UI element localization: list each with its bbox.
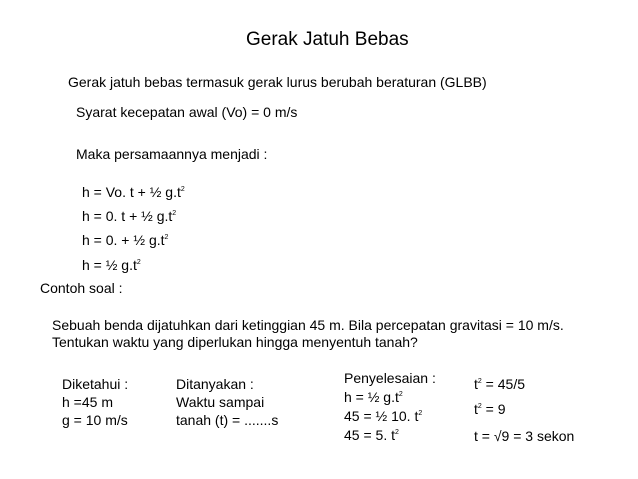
solution-step-2: 45 = ½ 10. $t^2$ [344, 408, 423, 424]
intro-definition: Gerak jatuh bebas termasuk gerak lurus berubah beraturan (GLBB) [68, 74, 487, 90]
solution-step-3: 45 = 5. $t^2$ [344, 427, 399, 443]
equation-2: h = 0. t + ½ $g.t^2$ [82, 208, 177, 224]
asked-label: Ditanyakan : [176, 376, 254, 392]
page-title: Gerak Jatuh Bebas [246, 29, 409, 50]
example-problem: Sebuah benda dijatuhkan dari ketinggian 45 m. Bila percepatan gravitasi = 10 m/s. Tentukan waktu yang diperlukan hingga menyentuh tanah? [52, 317, 564, 350]
result-final-answer: t = √9 = 3 sekon [474, 428, 575, 444]
equation-4: h = ½ $g.t^2$ [82, 257, 141, 273]
equation-1: h = Vo. t + ½ $g.t^2$ [82, 184, 185, 200]
result-step-1: $t^2 = 45/5$ [474, 376, 525, 392]
intro-condition: Syarat kecepatan awal (Vo) = 0 m/s [76, 104, 298, 120]
result-step-2: $t^2 = 9$ [474, 401, 506, 417]
equation-3: h = 0. + ½ $g.t^2$ [82, 232, 169, 248]
known-gravity: g = 10 m/s [62, 412, 128, 428]
intro-equation-lead: Maka persamaannya menjadi : [76, 146, 268, 162]
solution-step-1: h = ½ $g.t^2$ [344, 389, 403, 405]
solution-label: Penyelesaian : [344, 370, 436, 386]
asked-line-1: Waktu sampai [176, 394, 265, 410]
known-label: Diketahui : [62, 376, 129, 392]
known-height: h =45 m [62, 394, 113, 410]
asked-line-2: tanah (t) = .......s [176, 412, 279, 428]
example-heading: Contoh soal : [40, 280, 123, 296]
